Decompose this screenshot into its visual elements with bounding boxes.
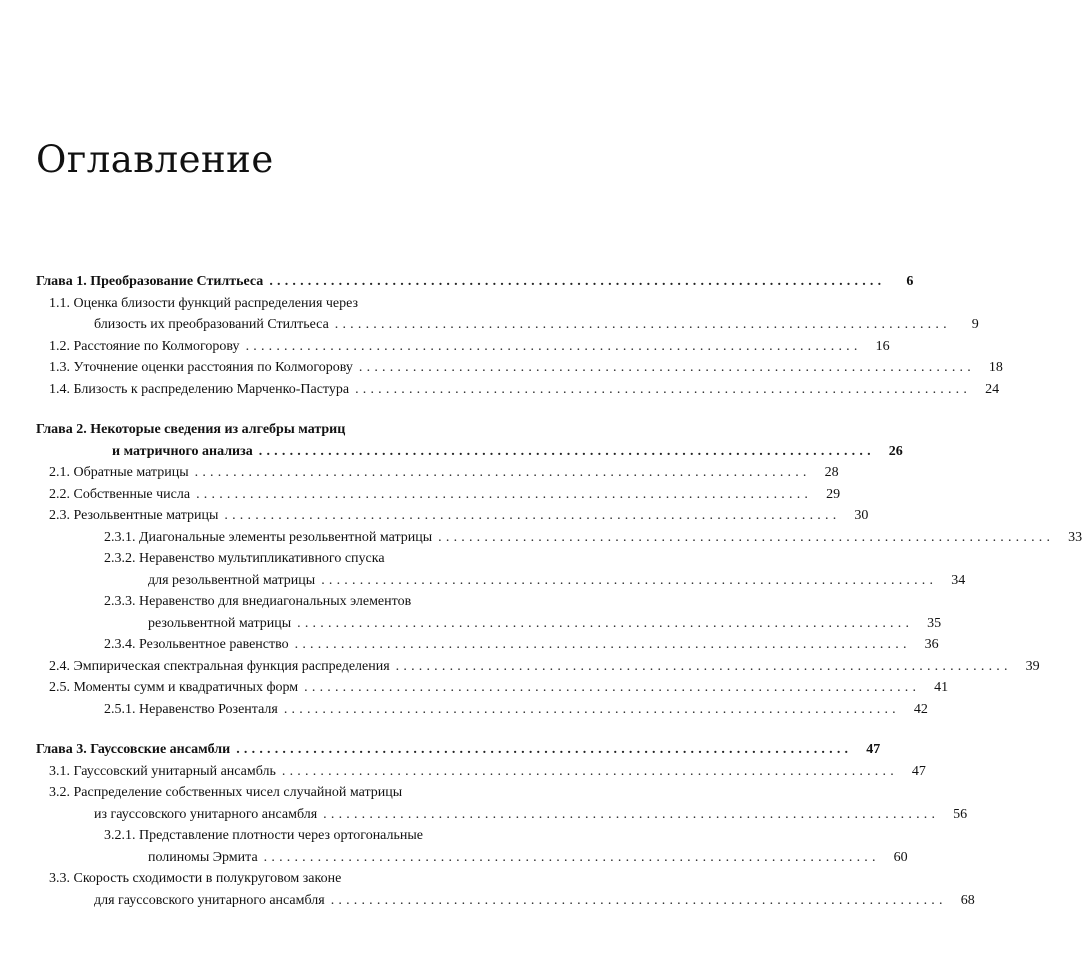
toc-entry-title	[49, 357, 353, 379]
toc-page-number: 42	[913, 701, 928, 717]
toc-entry-text: резольвентной матрицы	[148, 615, 292, 631]
toc-entry-text: Эмпирическая спектральная функция распределения	[73, 658, 390, 674]
toc-subsection[interactable]	[36, 527, 1082, 549]
toc-entry-text: Неравенство Розенталя	[139, 701, 278, 717]
toc-entry-title	[104, 699, 278, 721]
toc-entry-number: 2.4.	[49, 658, 70, 674]
leader-dots: ................................................................................	[196, 486, 813, 502]
toc-section[interactable]	[36, 293, 979, 336]
toc-entry-text: Распределение собственных чисел случайной матрицы	[73, 785, 403, 800]
toc-page-number: 68	[960, 892, 975, 908]
toc-entry-text: Резольвентное равенство	[139, 637, 289, 652]
leader-dots: ................................................................................	[355, 381, 972, 397]
toc-entry-title	[104, 594, 411, 609]
toc-entry-text: и матричного анализа	[112, 443, 253, 459]
toc-entry-title	[94, 804, 317, 826]
toc-page-number: 16	[875, 338, 890, 354]
toc-entry-number: 3.3.	[49, 871, 70, 886]
toc-section[interactable]	[36, 505, 869, 527]
toc-chapter[interactable]	[36, 271, 914, 293]
toc-entry-text: Оценка близости функций распределения через	[73, 295, 359, 311]
toc-entry-title	[49, 336, 240, 358]
toc-page-number: 39	[1025, 658, 1040, 674]
toc-entry-text: Моменты сумм и квадратичных форм	[73, 680, 299, 695]
toc-entry-text: близость их преобразований Стилтьеса	[94, 317, 329, 332]
toc-entry-text: полиномы Эрмита	[148, 849, 258, 865]
toc-entry-text: для резольвентной матрицы	[148, 572, 316, 588]
toc-page-number: 24	[985, 381, 1000, 397]
toc-entry-number: 1.4.	[49, 381, 70, 397]
leader-dots: ................................................................................	[281, 763, 898, 779]
leader-dots: ................................................................................	[323, 806, 940, 822]
leader-dots: ................................................................................	[334, 317, 951, 332]
toc-entry-text: Представление плотности через ортогональные	[139, 828, 424, 843]
leader-dots: ................................................................................	[438, 529, 1055, 545]
leader-dots: ................................................................................	[283, 701, 900, 717]
leader-dots: ................................................................................	[297, 615, 914, 631]
leader-dots: ................................................................................	[236, 742, 853, 757]
toc-page-number: 47	[866, 742, 881, 757]
toc-entry-title	[36, 271, 263, 293]
toc-entry-title	[49, 761, 276, 783]
leader-dots: ................................................................................	[304, 680, 921, 695]
toc-section[interactable]	[36, 379, 1000, 401]
toc-entry-number: Глава 2.	[36, 422, 87, 437]
toc-entry-number: 1.2.	[49, 338, 70, 354]
toc-section[interactable]	[36, 484, 841, 506]
toc-subsection[interactable]	[36, 634, 939, 656]
leader-dots: ................................................................................	[330, 892, 947, 908]
leader-dots: ................................................................................	[395, 658, 1012, 674]
toc-section[interactable]	[36, 782, 968, 825]
toc-entry-text: для гауссовского унитарного ансамбля	[94, 892, 325, 908]
toc-page-number: 47	[911, 763, 926, 779]
toc-entry-number: 3.2.1.	[104, 828, 136, 843]
toc-section[interactable]	[36, 761, 926, 783]
page-title: Оглавление	[36, 138, 274, 181]
toc-entry-number: 2.3.	[49, 508, 70, 523]
toc-entry-text: Обратные матрицы	[73, 465, 189, 480]
toc-page-number: 18	[988, 360, 1003, 375]
toc-subsection[interactable]	[36, 699, 928, 721]
toc-subsection[interactable]	[36, 825, 908, 868]
toc-page-number: 36	[924, 637, 939, 652]
toc-entry-text: Диагональные элементы резольвентной матрицы	[139, 529, 433, 545]
toc-entry-number: Глава 3.	[36, 742, 87, 757]
toc-page-number: 9	[971, 317, 979, 332]
toc-entry-number: 3.2.	[49, 785, 70, 800]
toc-entry-text: Расстояние по Колмогорову	[73, 338, 240, 354]
toc-entry-text: Неравенство для внедиагональных элементов	[139, 594, 412, 609]
toc-page-number: 41	[934, 680, 949, 695]
toc-entry-title	[36, 739, 230, 761]
toc-entry-text: Гауссовский унитарный ансамбль	[73, 763, 276, 779]
toc-section[interactable]	[36, 357, 1003, 379]
toc-entry-text: Собственные числа	[73, 486, 191, 502]
toc-page-number: 34	[951, 572, 966, 588]
toc-entry-title	[104, 634, 289, 656]
toc-page-number: 29	[826, 486, 841, 502]
leader-dots: ................................................................................	[224, 508, 841, 523]
toc-page-number: 35	[927, 615, 942, 631]
toc-entry-title	[36, 422, 345, 437]
toc-entry-title	[104, 527, 432, 549]
toc-chapter[interactable]	[36, 739, 881, 761]
toc-entry-text: Резольвентные матрицы	[73, 508, 219, 523]
toc-entry-title	[148, 570, 315, 592]
leader-dots: ................................................................................	[321, 572, 938, 588]
toc-page-number: 6	[906, 274, 914, 289]
toc-section[interactable]	[36, 868, 975, 911]
toc-section[interactable]	[36, 336, 890, 358]
toc-entry-title	[49, 379, 349, 401]
leader-dots: ................................................................................	[194, 465, 811, 480]
toc-entry-number: Глава 1.	[36, 274, 87, 289]
toc-entry-number: 2.5.	[49, 680, 70, 695]
toc-entry-title	[49, 505, 218, 527]
leader-dots: ................................................................................	[245, 338, 862, 354]
toc-entry-title	[148, 613, 291, 635]
toc-entry-title	[49, 656, 390, 678]
toc-subsection[interactable]	[36, 591, 942, 634]
leader-dots: ................................................................................	[258, 443, 875, 459]
toc-entry-number: 3.1.	[49, 763, 70, 779]
toc-page-number: 33	[1068, 529, 1082, 545]
toc-section[interactable]	[36, 462, 839, 484]
toc-subsection[interactable]	[36, 548, 966, 591]
toc-page-number: 30	[854, 508, 869, 523]
toc-entry-text: Уточнение оценки расстояния по Колмогорову	[73, 360, 353, 375]
toc-chapter[interactable]	[36, 419, 903, 462]
toc-entry-title	[49, 296, 358, 311]
leader-dots: ................................................................................	[269, 274, 886, 289]
toc-entry-text: из гауссовского унитарного ансамбля	[94, 806, 318, 822]
leader-dots: ................................................................................	[358, 360, 975, 375]
toc-entry-text: Некоторые сведения из алгебры матриц	[90, 422, 346, 437]
toc-entry-text: Скорость сходимости в полукруговом законе	[73, 871, 342, 886]
toc-entry-text: Преобразование Стилтьеса	[90, 274, 264, 289]
toc-entry-number: 1.3.	[49, 360, 70, 375]
toc-entry-number: 2.3.4.	[104, 637, 136, 652]
toc-page-number: 28	[824, 465, 839, 480]
toc-entry-text: Неравенство мультипликативного спуска	[139, 551, 385, 566]
leader-dots: ................................................................................	[294, 637, 911, 652]
toc-entry-title	[104, 551, 385, 566]
toc-entry-number: 1.1.	[49, 295, 70, 311]
toc-entry-number: 2.3.2.	[104, 551, 136, 566]
toc-page-number: 26	[888, 443, 903, 459]
toc-entry-number: 2.1.	[49, 465, 70, 480]
toc-entry-title	[49, 677, 298, 699]
toc-entry-text: Близость к распределению Марченко-Пастура	[73, 381, 350, 397]
toc-section[interactable]	[36, 677, 949, 699]
toc-entry-number: 2.5.1.	[104, 701, 136, 717]
toc-entry-title	[94, 314, 329, 336]
toc-entry-text: Гауссовские ансамбли	[90, 742, 231, 757]
toc-entry-number: 2.3.3.	[104, 594, 136, 609]
toc-entry-number: 2.2.	[49, 486, 70, 502]
toc-entry-title	[49, 871, 341, 886]
toc-entry-title	[112, 441, 253, 463]
toc-section[interactable]	[36, 656, 1040, 678]
toc-entry-title	[94, 890, 325, 912]
toc-entry-title	[49, 785, 402, 800]
toc-entry-title	[49, 484, 190, 506]
toc-entry-title	[49, 462, 189, 484]
leader-dots: ................................................................................	[263, 849, 880, 865]
toc-page-number: 60	[893, 849, 908, 865]
toc-entry-title	[104, 828, 423, 843]
table-of-contents	[36, 271, 1082, 911]
toc-entry-title	[148, 847, 258, 869]
toc-entry-number: 2.3.1.	[104, 529, 136, 545]
toc-page-number: 56	[953, 806, 968, 822]
